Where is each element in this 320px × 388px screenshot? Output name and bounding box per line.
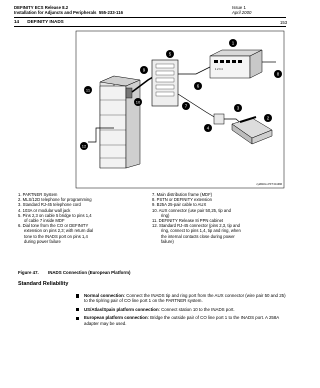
legend-item: the internal contacts close during power xyxy=(161,233,235,239)
callout-7 xyxy=(182,102,190,110)
art-id: cyd82zlnu PFT 041996 xyxy=(256,183,282,186)
bullet-square-icon xyxy=(76,317,79,320)
legend-item: 2. MLS/12D telephone for programming xyxy=(18,197,92,203)
svg-text:6: 6 xyxy=(196,83,200,89)
callout-10 xyxy=(134,98,142,106)
svg-text:3: 3 xyxy=(236,105,240,111)
wall-jack xyxy=(214,114,224,124)
svg-text:7: 7 xyxy=(184,103,188,109)
partner-system xyxy=(210,50,262,78)
figure-number: Figure 47. xyxy=(18,270,39,275)
callout-9 xyxy=(140,66,148,74)
book-title: Installation for Adjuncts and Peripherals xyxy=(14,10,97,16)
svg-text:4: 4 xyxy=(206,125,210,131)
bullet-us-atlas-spain xyxy=(76,307,288,312)
svg-text:1: 1 xyxy=(231,40,235,46)
legend-right xyxy=(152,192,288,244)
legend-item: during power failure xyxy=(24,238,61,244)
bullet-text: : Connect the INADS tip and ring port from the AUX connector (wire pair 50 and 25) to the tip/ring pair of CO line port 1 on the PARTNER system. xyxy=(84,293,286,304)
issue-date: April 2000 xyxy=(232,10,252,16)
legend-item: 9. B25A 25-pair cable to AUX xyxy=(152,202,207,208)
bullet-square-icon xyxy=(76,294,79,297)
svg-text:5: 5 xyxy=(168,51,172,57)
callout-5 xyxy=(166,50,174,58)
svg-text:8: 8 xyxy=(276,71,280,77)
legend-left xyxy=(18,192,148,244)
bullet-european-platform xyxy=(76,315,288,326)
product-title: DEFINITY ECS Release 8.2 xyxy=(14,5,69,10)
callout-11 xyxy=(84,86,92,94)
partner-port-label: 1 2 3 4 xyxy=(215,68,223,71)
legend-item: extension on pins 2,3; with return dial xyxy=(24,228,94,234)
figure-caption xyxy=(18,270,130,275)
main-distribution-frame xyxy=(152,60,178,106)
legend-item: 12. Standard RJ-45 connector (pins 2,3, tip and xyxy=(152,223,240,229)
callout-3 xyxy=(234,104,242,112)
legend-item: 3. Standard RJ-45 telephone cord xyxy=(18,202,81,208)
bullet-term: European platform connection xyxy=(84,315,148,321)
svg-text:9: 9 xyxy=(142,67,146,73)
legend-item: of cable 7 inside MDF xyxy=(24,218,65,224)
callout-12 xyxy=(80,142,88,150)
section-heading: Standard Reliability xyxy=(18,281,69,287)
legend-item: ring) xyxy=(161,212,170,218)
chapter-title: DEFINITY INADS xyxy=(27,19,64,24)
bullet-text: : Connect station 10 to the INADS port. xyxy=(158,306,235,312)
reliability-bullets xyxy=(76,293,288,329)
legend-item: 4. 103A or modular wall jack xyxy=(18,207,71,213)
legend-item: 6. Dial tone from the CO or DEFINITY xyxy=(18,223,89,229)
legend-item: 10. AUX connector (use pair 50,25, tip and xyxy=(152,207,231,213)
svg-text:12: 12 xyxy=(81,143,87,149)
callout-2 xyxy=(264,114,272,122)
callout-8 xyxy=(274,70,282,78)
issue-label: Issue 1 xyxy=(232,5,246,10)
callout-4 xyxy=(204,124,212,132)
svg-text:10: 10 xyxy=(135,99,141,105)
svg-text:11: 11 xyxy=(85,87,91,93)
bullet-term: US/Atlas/Spain platform connection xyxy=(84,306,159,312)
legend-item: 8. PSTN or DEFINITY extension xyxy=(152,197,212,203)
page-number: 153 xyxy=(280,20,288,25)
callout-1 xyxy=(229,39,237,47)
bullet-term: Normal connection xyxy=(84,293,124,298)
bullet-text: : Bridge the outside pair of CO line port 1 to the INADS port. A 258A adapter may be used. xyxy=(84,315,279,326)
legend-item: failure) xyxy=(161,238,174,244)
bullet-square-icon xyxy=(76,308,79,311)
mdf-to-partner-cable xyxy=(178,66,212,74)
aux-connector xyxy=(126,88,132,98)
legend-item: 7. Main distribution frame (MDF) xyxy=(152,192,213,197)
legend-item: 5. Pins 2,3 on cable 5 bridge to pins 1,4 xyxy=(18,212,92,218)
callout-6 xyxy=(194,82,202,90)
legend-item: tone to the INADS port on pins 1,4 xyxy=(24,233,88,239)
bullet-normal-connection xyxy=(76,293,288,304)
svg-text:2: 2 xyxy=(266,115,270,121)
legend-item: 11. DEFINITY Release 8i PPN cabinet xyxy=(152,218,224,224)
chapter-number: 14 xyxy=(14,19,20,24)
doc-number: 555-233-116 xyxy=(98,10,123,16)
figure-title: INADS Connection (European Platform) xyxy=(47,270,131,275)
legend-item: ring, connect to pins 1,4, tip and ring, when xyxy=(161,228,241,234)
legend-item: 1. PARTNER System xyxy=(18,192,58,197)
